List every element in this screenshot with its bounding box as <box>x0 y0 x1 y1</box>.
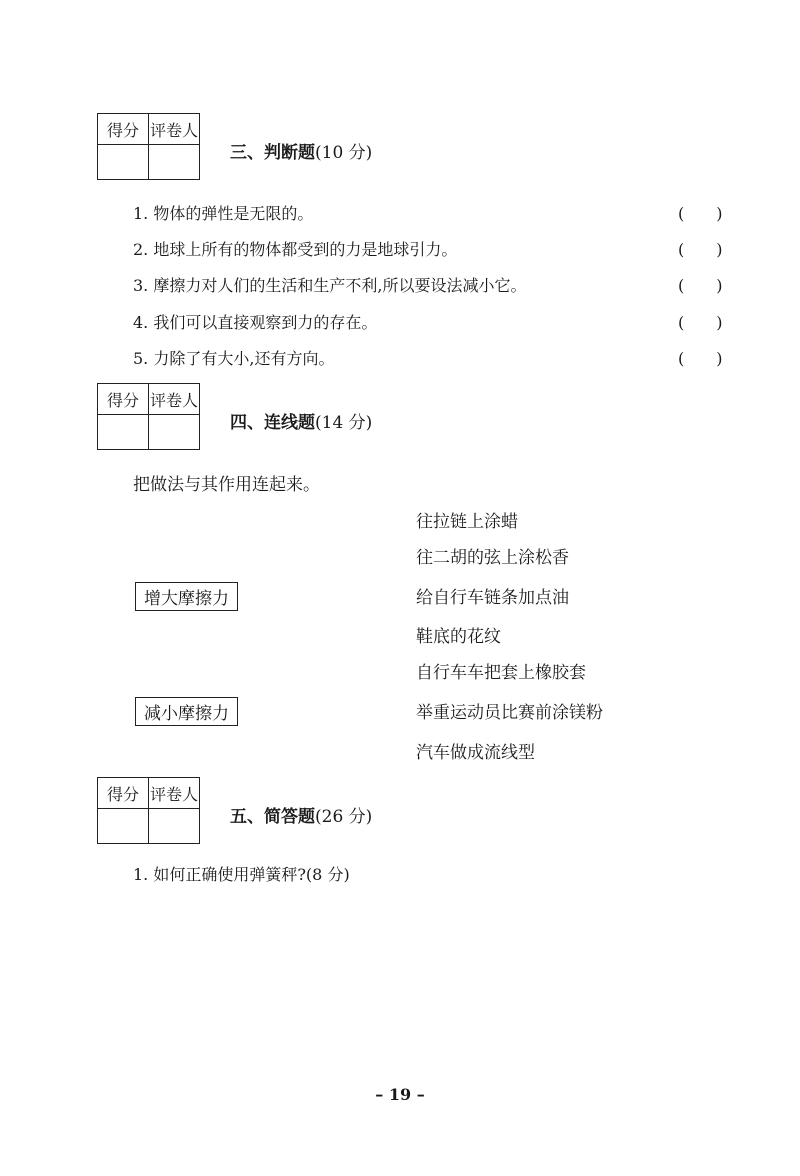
section3-question: 3. 摩擦力对人们的生活和生产不利,所以要设法减小它。 <box>133 276 527 295</box>
match-right-item[interactable]: 汽车做成流线型 <box>416 743 535 763</box>
page-number: – 19 – <box>375 1085 425 1104</box>
grader-label: 评卷人 <box>149 778 200 809</box>
grader-cell[interactable] <box>149 415 200 450</box>
score-label: 得分 <box>98 384 149 415</box>
section4-heading <box>230 408 372 433</box>
grader-cell[interactable] <box>149 145 200 180</box>
score-box-section5 <box>97 777 200 844</box>
grader-label: 评卷人 <box>149 114 200 145</box>
section5-heading <box>230 802 372 827</box>
section3-points: (10 分) <box>315 143 373 163</box>
match-right-item[interactable]: 往二胡的弦上涂松香 <box>416 548 569 568</box>
match-right-item[interactable]: 给自行车链条加点油 <box>416 588 569 608</box>
answer-parentheses[interactable]: ( ) <box>678 204 723 223</box>
score-cell[interactable] <box>98 415 149 450</box>
section3-heading <box>230 138 372 163</box>
section5-question: 1. 如何正确使用弹簧秤?(8 分) <box>133 865 350 884</box>
answer-parentheses[interactable]: ( ) <box>678 240 723 259</box>
score-label: 得分 <box>98 114 149 145</box>
match-right-item[interactable]: 自行车车把套上橡胶套 <box>416 663 586 683</box>
grader-label: 评卷人 <box>149 384 200 415</box>
section4-instruction: 把做法与其作用连起来。 <box>133 475 320 495</box>
score-box-section3 <box>97 113 200 180</box>
answer-parentheses[interactable]: ( ) <box>678 313 723 332</box>
section4-points: (14 分) <box>315 413 373 433</box>
section4-title: 四、连线题 <box>230 413 315 433</box>
section3-question: 2. 地球上所有的物体都受到的力是地球引力。 <box>133 240 458 259</box>
section3-question: 5. 力除了有大小,还有方向。 <box>133 349 335 368</box>
section3-question: 4. 我们可以直接观察到力的存在。 <box>133 313 378 332</box>
section3-title: 三、判断题 <box>230 143 315 163</box>
section5-title: 五、简答题 <box>230 807 315 827</box>
match-left-item[interactable]: 减小摩擦力 <box>135 697 238 726</box>
match-right-item[interactable]: 鞋底的花纹 <box>416 627 501 647</box>
answer-parentheses[interactable]: ( ) <box>678 349 723 368</box>
section3-question: 1. 物体的弹性是无限的。 <box>133 204 314 223</box>
grader-cell[interactable] <box>149 809 200 844</box>
section5-points: (26 分) <box>315 807 373 827</box>
score-cell[interactable] <box>98 145 149 180</box>
match-right-item[interactable]: 往拉链上涂蜡 <box>416 512 518 532</box>
match-right-item[interactable]: 举重运动员比赛前涂镁粉 <box>416 703 603 723</box>
answer-parentheses[interactable]: ( ) <box>678 276 723 295</box>
score-label: 得分 <box>98 778 149 809</box>
score-box-section4 <box>97 383 200 450</box>
score-cell[interactable] <box>98 809 149 844</box>
match-left-item[interactable]: 增大摩擦力 <box>135 582 238 611</box>
